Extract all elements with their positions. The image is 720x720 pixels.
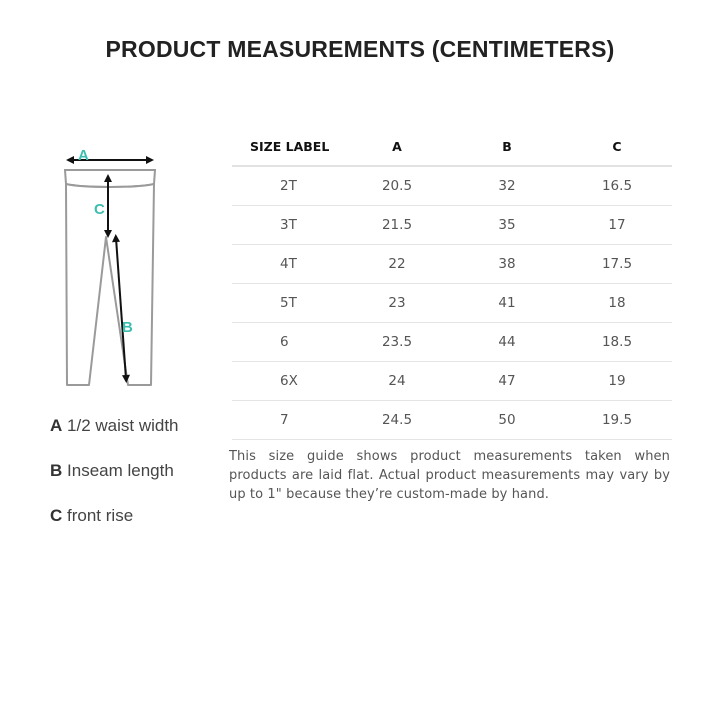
table-row [232, 166, 672, 206]
cell-size: 6 [232, 323, 342, 362]
table-row [232, 284, 672, 323]
figure-label-a: A [78, 147, 89, 164]
cell-a: 24.5 [342, 401, 452, 440]
header-b: B [452, 128, 562, 166]
table-row [232, 206, 672, 245]
legend-key-a: A [50, 416, 63, 435]
cell-a: 24 [342, 362, 452, 401]
cell-size: 2T [232, 166, 342, 206]
header-c: C [562, 128, 672, 166]
cell-c: 17 [562, 206, 672, 245]
legend-key-b: B [50, 461, 63, 480]
cell-b: 44 [452, 323, 562, 362]
table-row [232, 401, 672, 440]
cell-c: 17.5 [562, 245, 672, 284]
cell-b: 50 [452, 401, 562, 440]
cell-c: 18.5 [562, 323, 672, 362]
cell-a: 21.5 [342, 206, 452, 245]
cell-a: 23.5 [342, 323, 452, 362]
pants-measurement-diagram [46, 132, 182, 402]
header-a: A [342, 128, 452, 166]
legend-item-c [50, 504, 230, 549]
measurement-legend [50, 414, 230, 549]
page-title: PRODUCT MEASUREMENTS (CENTIMETERS) [105, 36, 615, 62]
table-row [232, 362, 672, 401]
legend-item-b [50, 459, 230, 504]
legend-item-a [50, 414, 230, 459]
table-row [232, 245, 672, 284]
cell-c: 19 [562, 362, 672, 401]
pants-outline-icon [46, 132, 182, 402]
cell-a: 20.5 [342, 166, 452, 206]
table-header-row [232, 128, 672, 166]
cell-c: 16.5 [562, 166, 672, 206]
cell-size: 5T [232, 284, 342, 323]
cell-c: 18 [562, 284, 672, 323]
legend-text-a: 1/2 waist width [67, 416, 179, 435]
legend-text-b: Inseam length [67, 461, 174, 480]
figure-label-b: B [122, 319, 133, 336]
cell-size: 4T [232, 245, 342, 284]
header-size-label: SIZE LABEL [232, 128, 342, 166]
cell-b: 47 [452, 362, 562, 401]
cell-size: 6X [232, 362, 342, 401]
figure-label-c: C [94, 201, 105, 218]
cell-a: 23 [342, 284, 452, 323]
cell-c: 19.5 [562, 401, 672, 440]
legend-key-c: C [50, 506, 63, 525]
cell-size: 3T [232, 206, 342, 245]
size-table [232, 128, 672, 440]
pants-body-outline [66, 184, 154, 385]
waist-arrow-right-head [146, 156, 154, 164]
size-guide-note: This size guide shows product measurements taken when products are laid flat. Actual product measurements may vary by up to 1" because they’re custom-made by hand. [229, 449, 670, 502]
cell-b: 35 [452, 206, 562, 245]
cell-b: 32 [452, 166, 562, 206]
legend-text-c: front rise [67, 506, 134, 525]
waist-arrow-left-head [66, 156, 74, 164]
cell-b: 38 [452, 245, 562, 284]
cell-size: 7 [232, 401, 342, 440]
cell-b: 41 [452, 284, 562, 323]
cell-a: 22 [342, 245, 452, 284]
table-row [232, 323, 672, 362]
